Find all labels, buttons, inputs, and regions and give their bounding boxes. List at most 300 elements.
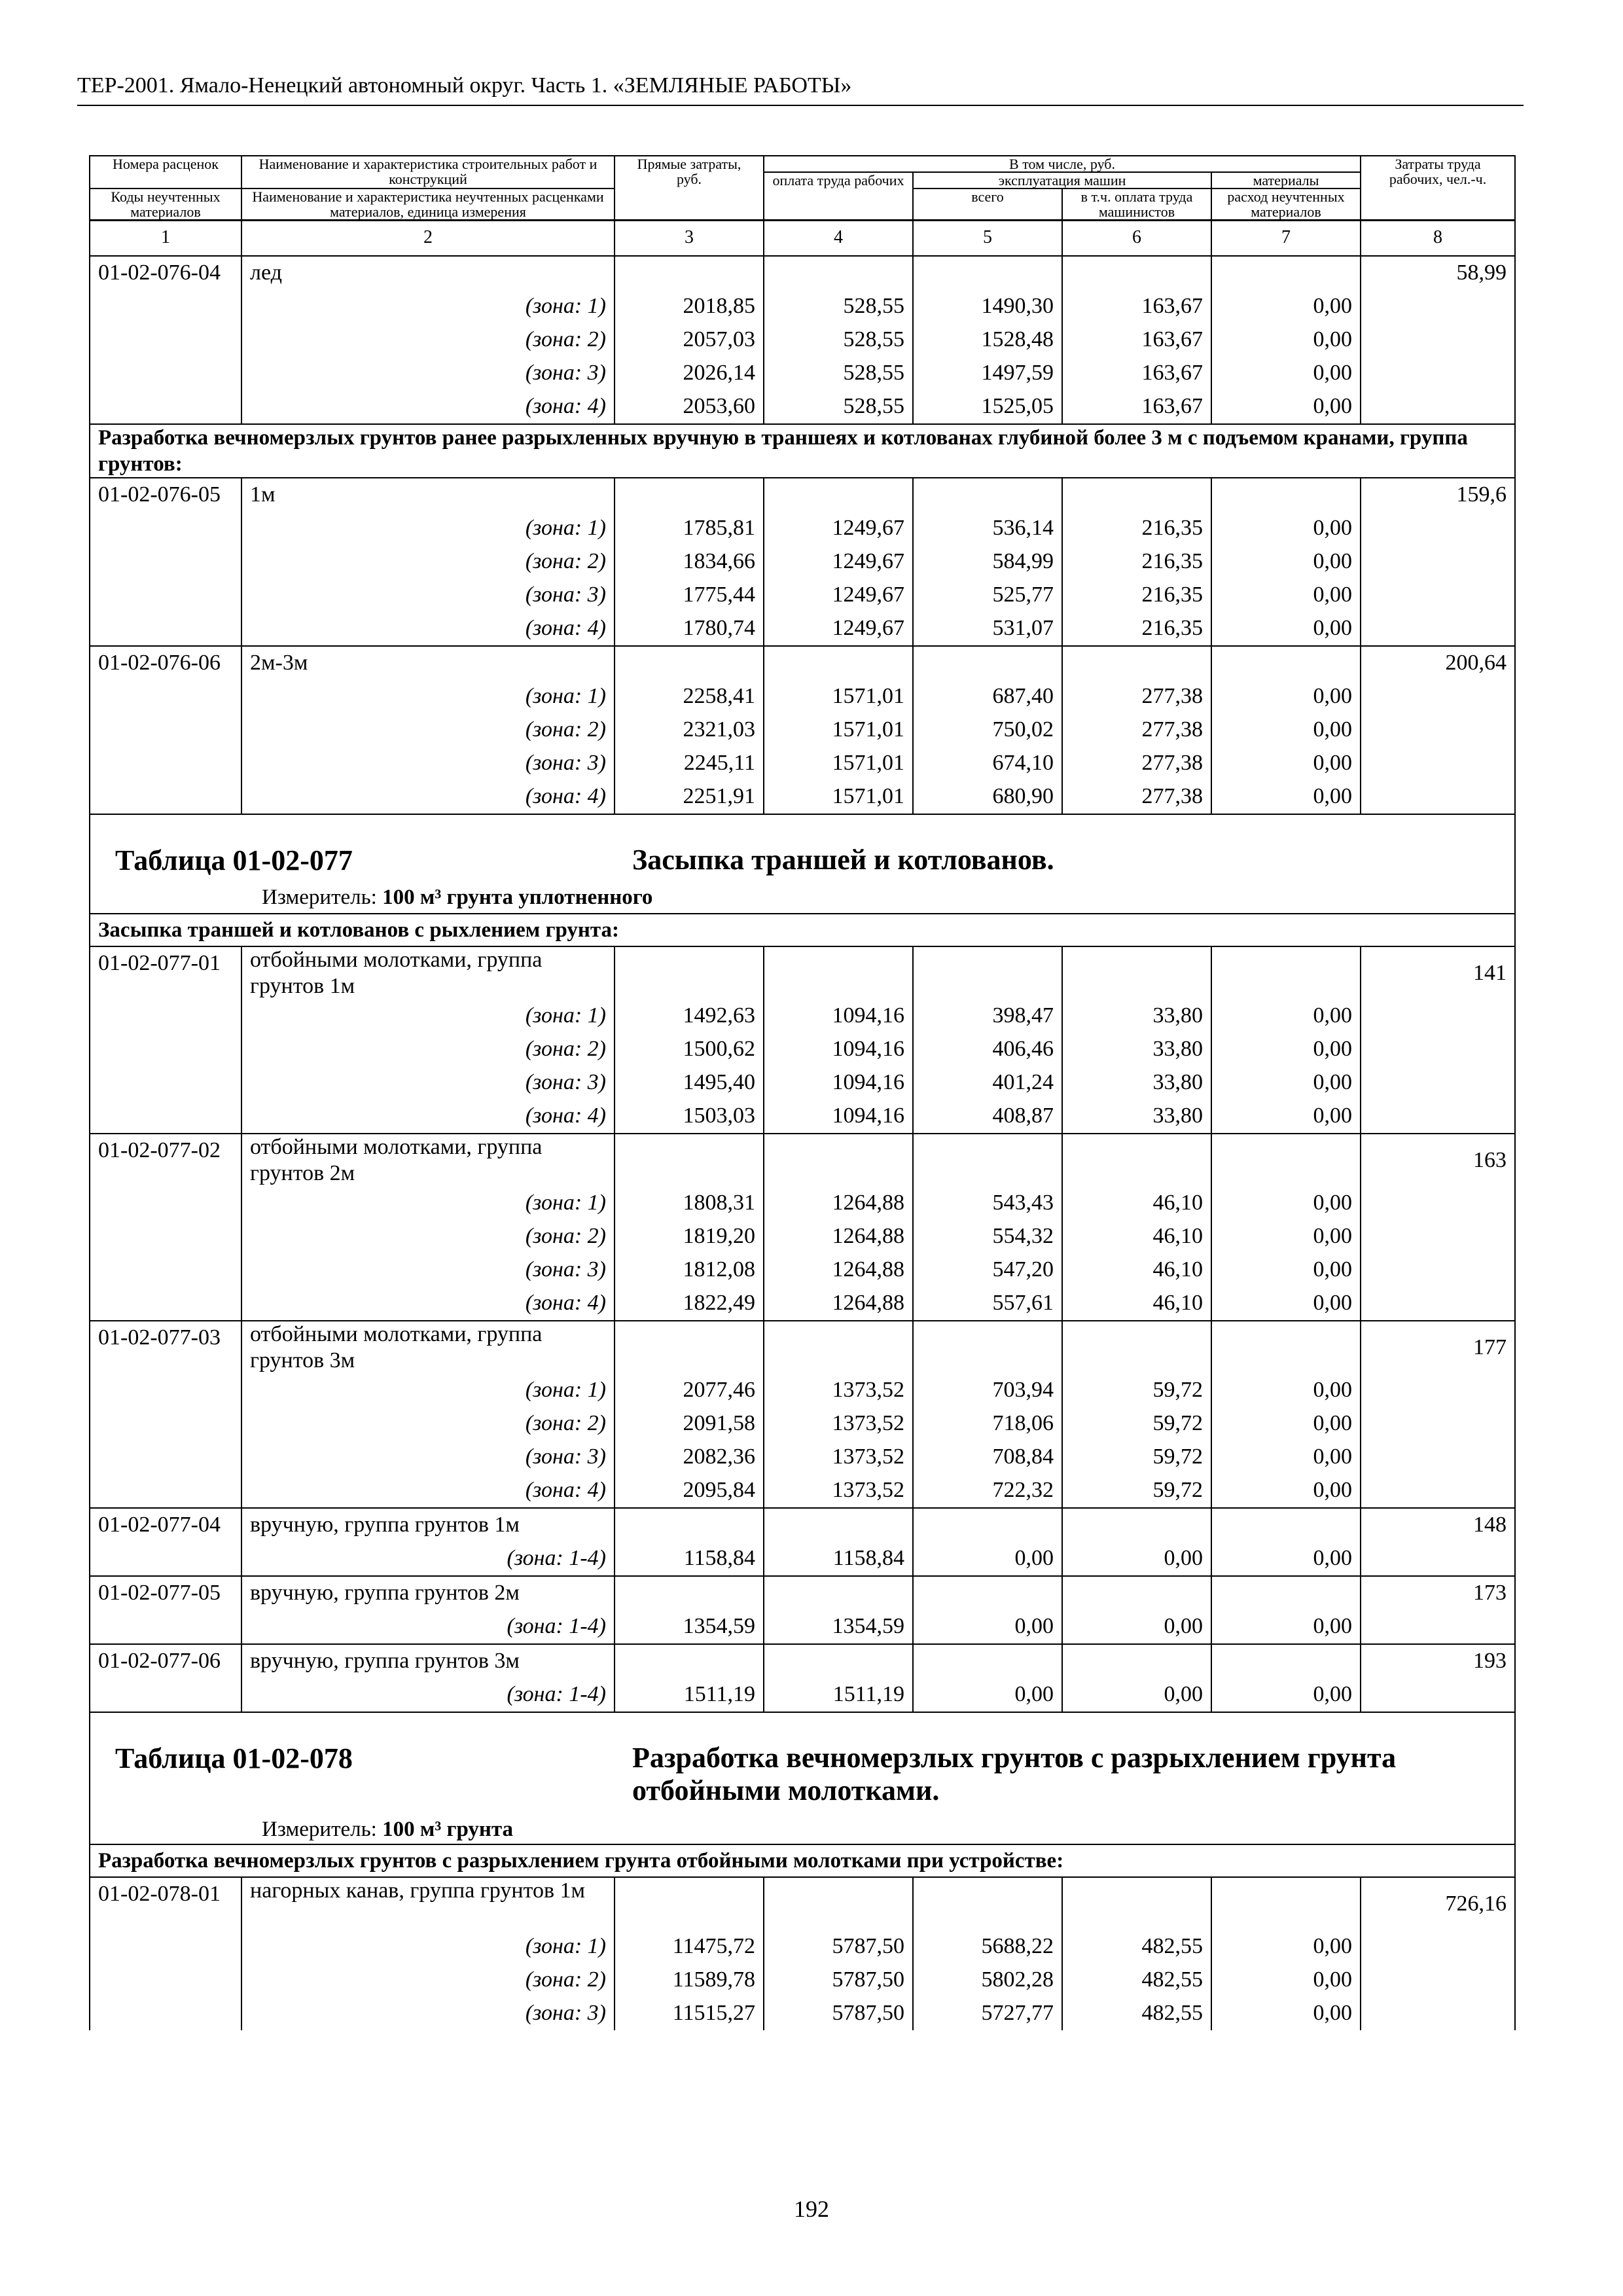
zone-value: 5802,28 [913,1964,1062,1997]
zone-value: 1492,63 [615,999,764,1033]
zone-row [90,1474,1515,1508]
zone-value: 0,00 [1211,747,1361,780]
empty-cell [90,579,241,612]
empty-cell [1211,646,1361,680]
labor-value: 726,16 [1361,1877,1515,1930]
zone-label: (зона: 1) [241,512,615,545]
zone-value: 1812,08 [615,1253,764,1287]
col-rate-numbers: Номера расценок [90,156,241,188]
rate-code: 01-02-077-01 [90,946,241,999]
col-labor-costs: Затраты труда рабочих, чел.-ч. [1361,156,1515,221]
empty-cell [1211,1644,1361,1678]
zone-value: 0,00 [1211,999,1361,1033]
empty-cell [1211,1877,1361,1930]
rate-code: 01-02-077-06 [90,1644,241,1678]
empty-cell [1361,357,1515,390]
empty-cell [764,1576,913,1610]
labor-value: 173 [1361,1576,1515,1610]
zone-label: (зона: 2) [241,1220,615,1253]
empty-cell [1062,1508,1211,1542]
empty-cell [1361,1474,1515,1508]
zone-label: (зона: 1-4) [241,1678,615,1712]
zone-value: 1158,84 [615,1542,764,1576]
empty-cell [615,1134,764,1187]
rates-table [89,155,1516,2030]
empty-cell [1361,1930,1515,1964]
zone-row [90,1610,1515,1644]
measure-prefix: Измеритель: [262,1818,377,1842]
table-title [98,1713,1507,1844]
zone-value: 0,00 [1211,1542,1361,1576]
rate-name: нагорных канав, группа грунтов 1м [241,1877,615,1930]
empty-cell [1211,946,1361,999]
zone-value: 216,35 [1062,612,1211,646]
zone-label: (зона: 3) [241,1066,615,1100]
zone-value: 547,20 [913,1253,1062,1287]
zone-value: 2258,41 [615,680,764,713]
empty-cell [90,290,241,323]
measure-prefix: Измеритель: [262,886,377,910]
zone-value: 0,00 [1211,680,1361,713]
zone-value: 2321,03 [615,713,764,747]
col-work-name: Наименование и характеристика строительных работ и конструкций [241,156,615,188]
zone-label: (зона: 3) [241,1441,615,1474]
zone-value: 0,00 [1211,1407,1361,1441]
empty-cell [764,946,913,999]
empty-cell [90,680,241,713]
zone-value: 1500,62 [615,1033,764,1066]
empty-cell [90,1964,241,1997]
rate-code: 01-02-077-05 [90,1576,241,1610]
zone-value: 680,90 [913,780,1062,814]
labor-value: 58,99 [1361,256,1515,290]
zone-value: 0,00 [1211,612,1361,646]
zone-value: 0,00 [1211,1610,1361,1644]
col-direct-costs: Прямые затраты, руб. [615,156,764,221]
empty-cell [913,1508,1062,1542]
col-number: 8 [1361,221,1515,257]
rate-name: отбойными молотками, группа грунтов 3м [241,1321,615,1374]
table-name: Разработка вечномерзлых грунтов с разрыхлением грунта отбойными молотками. [632,1742,1397,1807]
zone-row [90,545,1515,579]
zone-label: (зона: 2) [241,1964,615,1997]
empty-cell [764,1508,913,1542]
table-title-row [90,1712,1515,1844]
col-machine-operation: эксплуатация машин [913,172,1211,188]
zone-value: 543,43 [913,1187,1062,1220]
zone-label: (зона: 2) [241,1407,615,1441]
zone-value: 0,00 [1211,1474,1361,1508]
empty-cell [1062,478,1211,512]
labor-value: 163 [1361,1134,1515,1187]
zone-row [90,1220,1515,1253]
rate-row [90,1576,1515,1610]
measure-unit [262,886,652,910]
zone-row [90,323,1515,357]
zone-value: 2077,46 [615,1374,764,1407]
zone-value: 1373,52 [764,1374,913,1407]
zone-value: 2245,11 [615,747,764,780]
zone-row [90,1678,1515,1712]
zone-value: 33,80 [1062,999,1211,1033]
zone-value: 0,00 [1211,1287,1361,1321]
empty-cell [615,1576,764,1610]
zone-value: 1354,59 [615,1610,764,1644]
empty-cell [90,1374,241,1407]
zone-value: 0,00 [1211,1187,1361,1220]
empty-cell [913,1644,1062,1678]
empty-cell [1361,1964,1515,1997]
zone-value: 11589,78 [615,1964,764,1997]
empty-cell [1361,1610,1515,1644]
zone-value: 0,00 [1211,545,1361,579]
empty-cell [1062,1134,1211,1187]
zone-value: 554,32 [913,1220,1062,1253]
zone-row [90,1407,1515,1441]
col-operator-pay: в т.ч. оплата труда машинистов [1062,188,1211,221]
zone-row [90,780,1515,814]
zone-value: 2026,14 [615,357,764,390]
zone-value: 1571,01 [764,713,913,747]
zone-label: (зона: 3) [241,579,615,612]
zone-value: 0,00 [1211,713,1361,747]
empty-cell [764,1644,913,1678]
zone-value: 2018,85 [615,290,764,323]
empty-cell [615,1877,764,1930]
empty-cell [90,323,241,357]
zone-value: 1264,88 [764,1187,913,1220]
zone-value: 1525,05 [913,390,1062,424]
zone-row [90,512,1515,545]
empty-cell [913,1576,1062,1610]
col-number: 6 [1062,221,1211,257]
empty-cell [1361,999,1515,1033]
empty-cell [90,1997,241,2030]
empty-cell [1361,747,1515,780]
zone-value: 5787,50 [764,1930,913,1964]
subsection-row [90,1844,1515,1877]
empty-cell [90,512,241,545]
col-machines-total: всего [913,188,1062,221]
zone-value: 1249,67 [764,579,913,612]
zone-value: 216,35 [1062,545,1211,579]
empty-cell [1062,1576,1211,1610]
zone-label: (зона: 4) [241,612,615,646]
empty-cell [913,1321,1062,1374]
empty-cell [90,999,241,1033]
zone-value: 46,10 [1062,1253,1211,1287]
empty-cell [1361,1374,1515,1407]
empty-cell [764,646,913,680]
empty-cell [90,612,241,646]
zone-value: 0,00 [1062,1678,1211,1712]
empty-cell [1361,612,1515,646]
zone-label: (зона: 4) [241,390,615,424]
zone-value: 1094,16 [764,1100,913,1134]
rate-name: вручную, группа грунтов 1м [241,1508,615,1542]
zone-value: 0,00 [1211,357,1361,390]
zone-value: 0,00 [1211,1997,1361,2030]
zone-value: 33,80 [1062,1066,1211,1100]
zone-value: 0,00 [1211,1253,1361,1287]
empty-cell [615,1644,764,1678]
zone-value: 531,07 [913,612,1062,646]
zone-label: (зона: 1) [241,1930,615,1964]
empty-cell [615,478,764,512]
zone-value: 528,55 [764,390,913,424]
zone-value: 398,47 [913,999,1062,1033]
empty-cell [1211,1134,1361,1187]
zone-row [90,579,1515,612]
zone-label: (зона: 3) [241,1997,615,2030]
empty-cell [913,1134,1062,1187]
empty-cell [1361,579,1515,612]
empty-cell [1211,1508,1361,1542]
rate-row [90,946,1515,999]
subsection-row [90,914,1515,946]
empty-cell [1361,1100,1515,1134]
empty-cell [1361,290,1515,323]
zone-row [90,680,1515,713]
rate-code: 01-02-076-06 [90,646,241,680]
zone-value: 0,00 [1062,1542,1211,1576]
zone-row [90,290,1515,323]
empty-cell [1361,1287,1515,1321]
zone-value: 46,10 [1062,1187,1211,1220]
empty-cell [90,1253,241,1287]
empty-cell [1211,478,1361,512]
empty-cell [913,1877,1062,1930]
zone-value: 482,55 [1062,1930,1211,1964]
rate-code: 01-02-077-03 [90,1321,241,1374]
col-number: 3 [615,221,764,257]
empty-cell [1361,1066,1515,1100]
labor-value: 141 [1361,946,1515,999]
zone-value: 1249,67 [764,612,913,646]
col-including: В том числе, руб. [764,156,1361,172]
zone-value: 216,35 [1062,579,1211,612]
empty-cell [764,1134,913,1187]
zone-label: (зона: 1) [241,1187,615,1220]
col-number: 7 [1211,221,1361,257]
zone-row [90,357,1515,390]
zone-row [90,999,1515,1033]
zone-label: (зона: 1-4) [241,1542,615,1576]
rate-code: 01-02-078-01 [90,1877,241,1930]
zone-label: (зона: 4) [241,1100,615,1134]
empty-cell [1361,512,1515,545]
empty-cell [615,946,764,999]
zone-label: (зона: 4) [241,780,615,814]
zone-label: (зона: 3) [241,1253,615,1287]
zone-value: 674,10 [913,747,1062,780]
column-numbers-row [90,221,1515,257]
empty-cell [615,1508,764,1542]
zone-value: 163,67 [1062,390,1211,424]
zone-value: 0,00 [1211,323,1361,357]
zone-value: 1264,88 [764,1287,913,1321]
zone-value: 0,00 [1211,290,1361,323]
zone-row [90,1930,1515,1964]
zone-value: 277,38 [1062,680,1211,713]
zone-label: (зона: 4) [241,1474,615,1508]
rate-name: лед [241,256,615,290]
zone-value: 0,00 [913,1610,1062,1644]
empty-cell [1361,780,1515,814]
empty-cell [913,256,1062,290]
zone-value: 1094,16 [764,999,913,1033]
col-number: 4 [764,221,913,257]
zone-value: 33,80 [1062,1100,1211,1134]
zone-label: (зона: 2) [241,545,615,579]
zone-value: 703,94 [913,1374,1062,1407]
zone-row [90,713,1515,747]
col-worker-pay: оплата труда рабочих [764,172,913,221]
rate-row [90,1877,1515,1930]
zone-value: 1571,01 [764,780,913,814]
zone-value: 1094,16 [764,1066,913,1100]
empty-cell [90,1542,241,1576]
empty-cell [764,1877,913,1930]
zone-value: 1495,40 [615,1066,764,1100]
measure-value: 100 м³ грунта [382,1818,514,1842]
empty-cell [90,1474,241,1508]
zone-label: (зона: 4) [241,1287,615,1321]
empty-cell [1361,1997,1515,2030]
zone-value: 708,84 [913,1441,1062,1474]
zone-value: 0,00 [1062,1610,1211,1644]
zone-value: 1264,88 [764,1220,913,1253]
empty-cell [1211,1321,1361,1374]
zone-value: 1249,67 [764,512,913,545]
labor-value: 159,6 [1361,478,1515,512]
empty-cell [1361,1253,1515,1287]
empty-cell [90,1930,241,1964]
empty-cell [1361,390,1515,424]
zone-value: 406,46 [913,1033,1062,1066]
zone-value: 1373,52 [764,1407,913,1441]
zone-value: 1511,19 [764,1678,913,1712]
zone-value: 0,00 [1211,1374,1361,1407]
labor-value: 193 [1361,1644,1515,1678]
zone-row [90,1066,1515,1100]
zone-value: 0,00 [1211,512,1361,545]
table-number: Таблица 01-02-077 [115,844,353,877]
empty-cell [1211,1576,1361,1610]
zone-value: 0,00 [913,1542,1062,1576]
empty-cell [1062,1644,1211,1678]
zone-label: (зона: 2) [241,323,615,357]
zone-value: 1571,01 [764,747,913,780]
zone-value: 1503,03 [615,1100,764,1134]
empty-cell [90,545,241,579]
empty-cell [90,357,241,390]
empty-cell [90,1033,241,1066]
rate-code: 01-02-076-04 [90,256,241,290]
zone-value: 277,38 [1062,780,1211,814]
zone-value: 1808,31 [615,1187,764,1220]
zone-value: 163,67 [1062,323,1211,357]
zone-value: 0,00 [913,1678,1062,1712]
labor-value: 200,64 [1361,646,1515,680]
zone-value: 1249,67 [764,545,913,579]
section-row [90,424,1515,478]
zone-value: 2091,58 [615,1407,764,1441]
empty-cell [1361,1407,1515,1441]
col-number: 1 [90,221,241,257]
measure-value: 100 м³ грунта уплотненного [382,886,653,910]
labor-value: 148 [1361,1508,1515,1542]
empty-cell [1062,1877,1211,1930]
zone-value: 59,72 [1062,1441,1211,1474]
col-material-use: расход неучтенных материалов [1211,188,1361,221]
zone-value: 5727,77 [913,1997,1062,2030]
zone-value: 2095,84 [615,1474,764,1508]
zone-row [90,1374,1515,1407]
zone-label: (зона: 1) [241,1374,615,1407]
empty-cell [1361,713,1515,747]
table-title [98,815,1507,913]
zone-value: 11475,72 [615,1930,764,1964]
zone-row [90,1441,1515,1474]
zone-value: 1354,59 [764,1610,913,1644]
zone-label: (зона: 1) [241,999,615,1033]
table-number: Таблица 01-02-078 [115,1742,353,1775]
empty-cell [764,256,913,290]
empty-cell [764,478,913,512]
zone-value: 0,00 [1211,579,1361,612]
zone-value: 718,06 [913,1407,1062,1441]
zone-label: (зона: 1) [241,290,615,323]
empty-cell [1062,646,1211,680]
subsection-heading: Разработка вечномерзлых грунтов с разрыхлением грунта отбойными молотками при устройстве: [90,1844,1515,1877]
zone-row [90,1997,1515,2030]
zone-value: 277,38 [1062,747,1211,780]
zone-value: 0,00 [1211,780,1361,814]
empty-cell [90,1066,241,1100]
zone-value: 1511,19 [615,1678,764,1712]
zone-value: 750,02 [913,713,1062,747]
zone-label: (зона: 2) [241,713,615,747]
empty-cell [913,646,1062,680]
empty-cell [90,1220,241,1253]
empty-cell [90,713,241,747]
zone-value: 33,80 [1062,1033,1211,1066]
empty-cell [90,747,241,780]
zone-value: 59,72 [1062,1407,1211,1441]
empty-cell [1361,1220,1515,1253]
rates-table-body [90,256,1515,2030]
zone-value: 163,67 [1062,357,1211,390]
zone-row [90,1287,1515,1321]
rate-name: отбойными молотками, группа грунтов 2м [241,1134,615,1187]
empty-cell [913,946,1062,999]
zone-row [90,1187,1515,1220]
labor-value: 177 [1361,1321,1515,1374]
zone-value: 1158,84 [764,1542,913,1576]
rate-row [90,1508,1515,1542]
empty-cell [1361,323,1515,357]
zone-value: 1780,74 [615,612,764,646]
zone-value: 2082,36 [615,1441,764,1474]
zone-row [90,747,1515,780]
zone-value: 2057,03 [615,323,764,357]
subsection-heading: Засыпка траншей и котлованов с рыхлением грунта: [90,914,1515,946]
rate-code: 01-02-077-02 [90,1134,241,1187]
zone-label: (зона: 3) [241,357,615,390]
empty-cell [90,1678,241,1712]
zone-value: 1490,30 [913,290,1062,323]
